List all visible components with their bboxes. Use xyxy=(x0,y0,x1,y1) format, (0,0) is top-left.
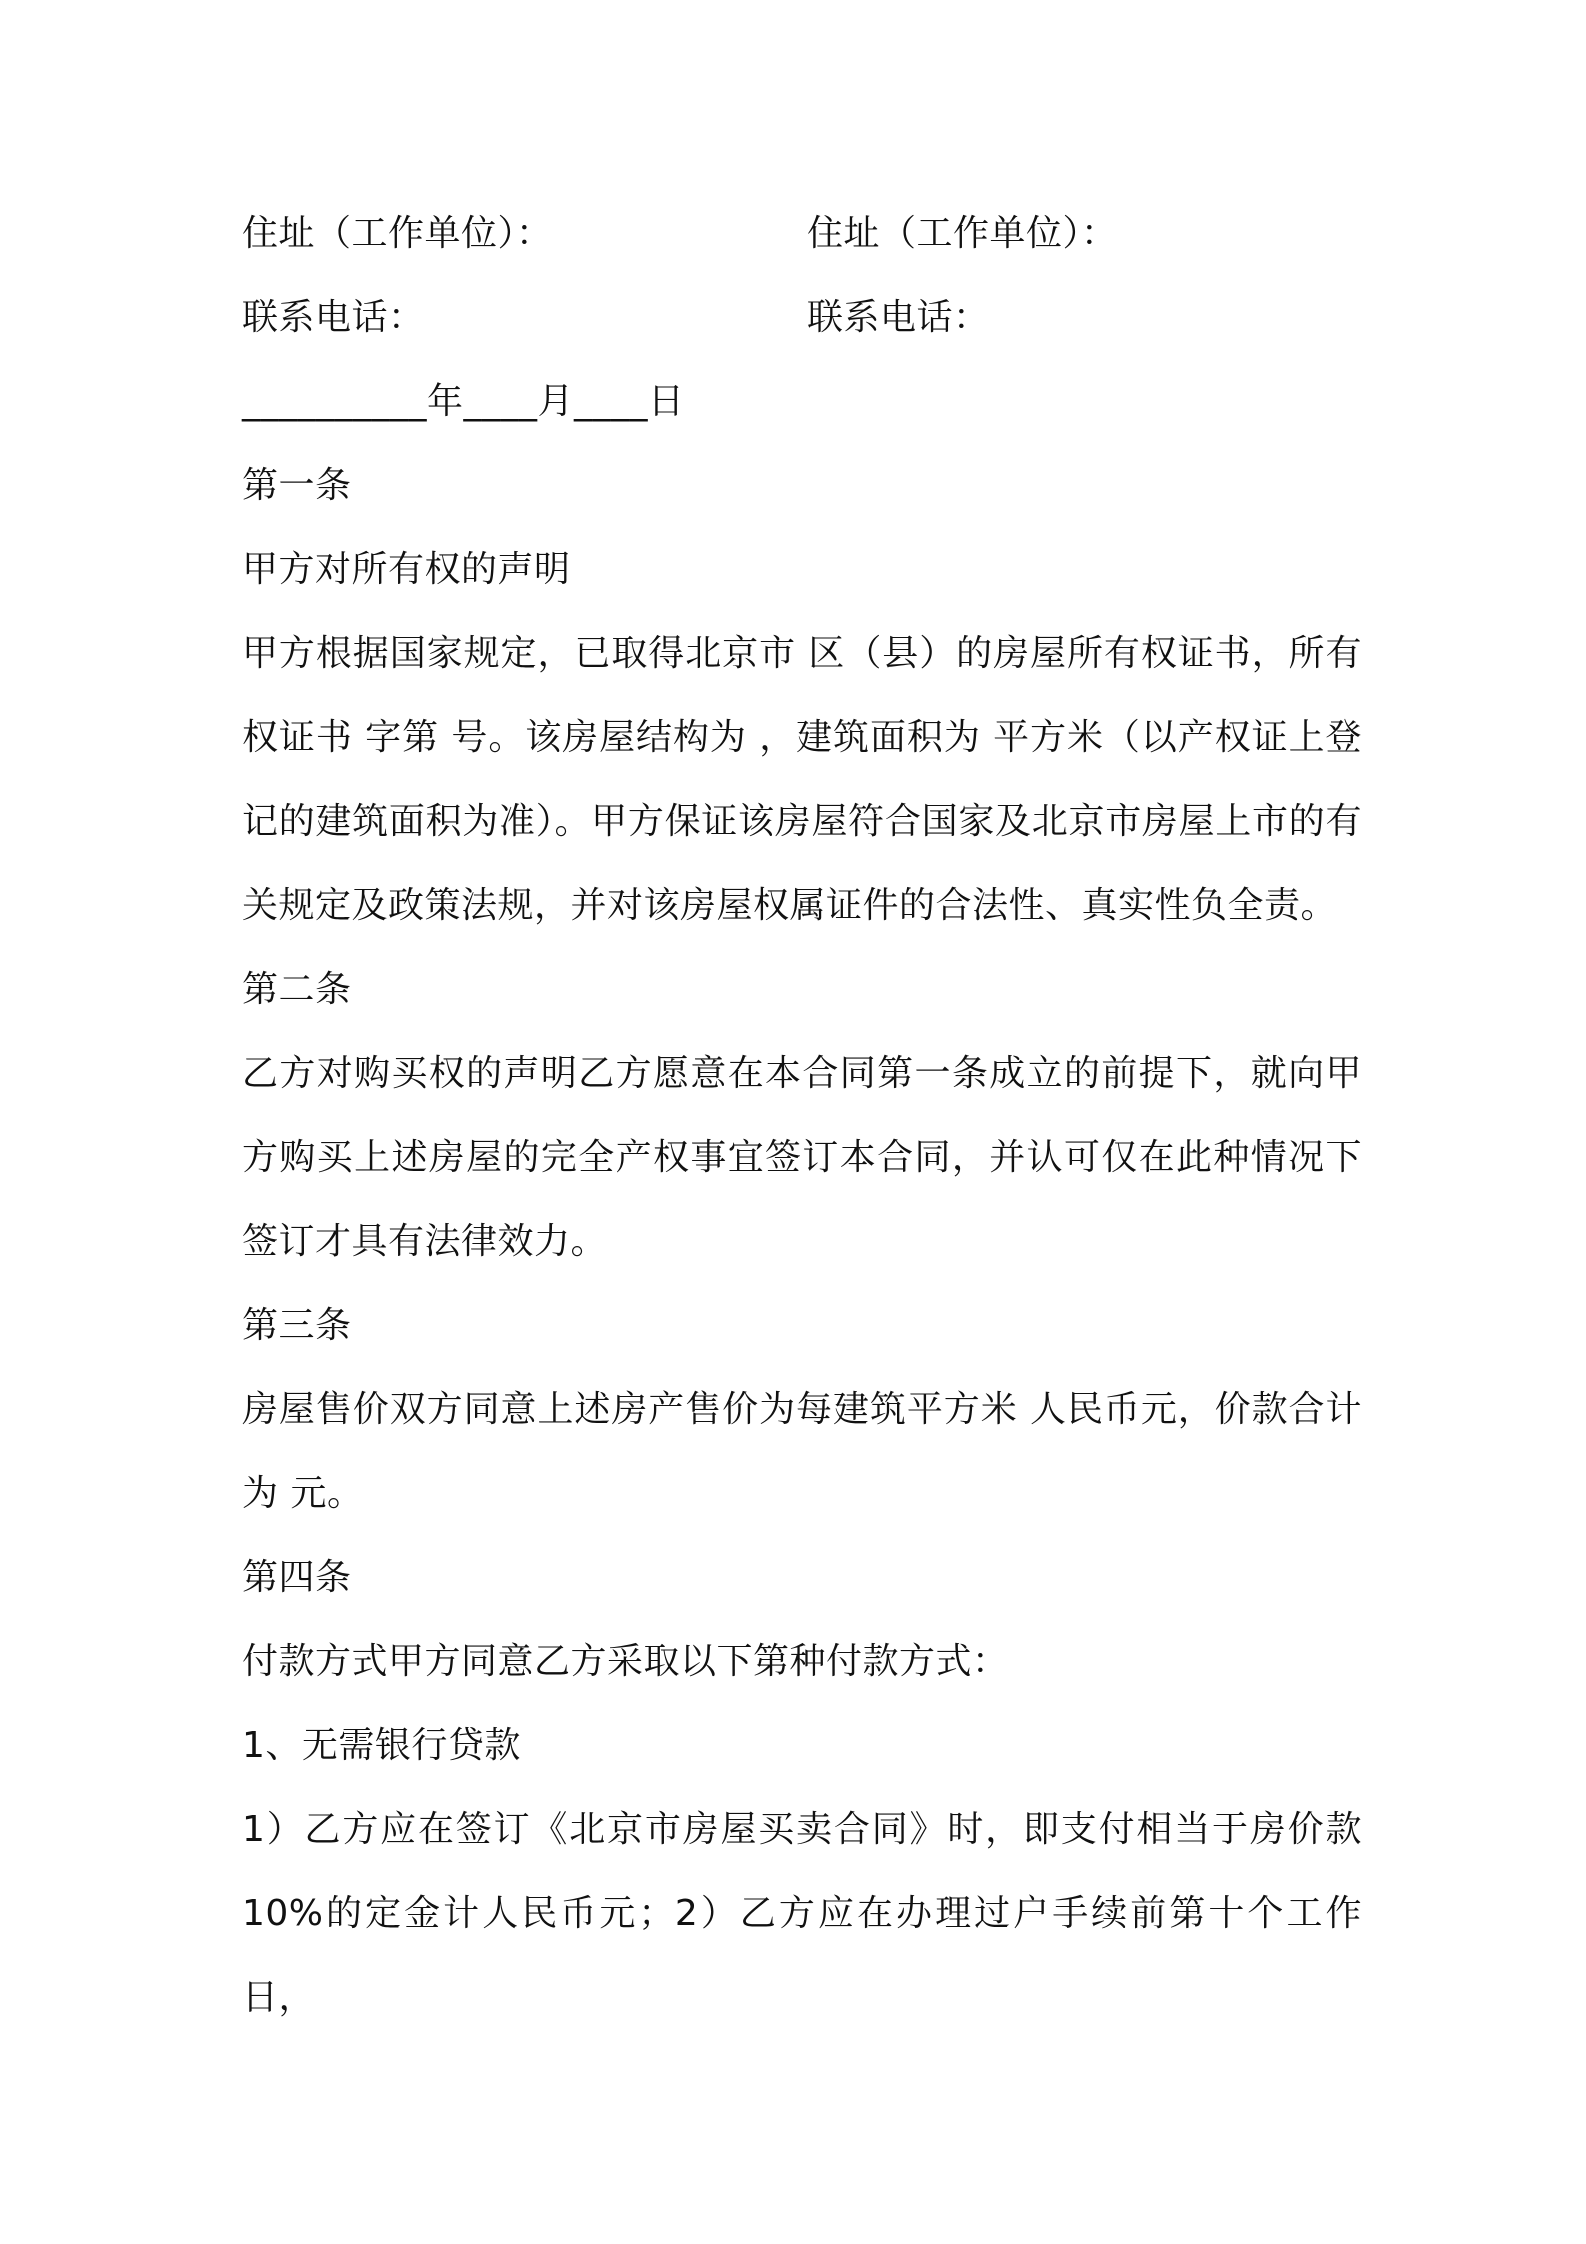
address-label-party-b: 住址（工作单位）： xyxy=(807,213,1118,254)
article-4-heading: 第四条 xyxy=(242,1557,352,1598)
article-3-heading: 第三条 xyxy=(242,1305,352,1346)
phone-label-party-b: 联系电话： xyxy=(807,297,990,338)
address-label-party-a: 住址（工作单位）： xyxy=(242,213,553,254)
article-4-body: 付款方式甲方同意乙方采取以下第种付款方式： xyxy=(242,1641,1009,1682)
date-line: __________年____月____日 xyxy=(242,381,685,422)
phone-row xyxy=(242,276,1362,360)
article-3-body: 房屋售价双方同意上述房产售价为每建筑平方米 人民币元，价款合计为 元。 xyxy=(242,1389,1362,1514)
article-4-item-title: 1、无需银行贷款 xyxy=(242,1725,521,1766)
article-2-heading: 第二条 xyxy=(242,969,352,1010)
address-row xyxy=(242,192,1362,276)
article-1-heading: 第一条 xyxy=(242,465,352,506)
article-4-item-body: 1）乙方应在签订《北京市房屋买卖合同》时，即支付相当于房价款10%的定金计人民币元；2）乙方应在办理过户手续前第十个工作日， xyxy=(242,1809,1362,2018)
document-content xyxy=(242,192,1362,2040)
phone-label-party-a: 联系电话： xyxy=(242,297,425,338)
article-1-title: 甲方对所有权的声明 xyxy=(242,549,571,590)
article-1-body: 甲方根据国家规定，已取得北京市 区（县）的房屋所有权证书，所有权证书 字第 号。该房屋结构为 ，建筑面积为 平方米（以产权证上登记的建筑面积为准）。甲方保证该房屋符合国家及北京市房屋上市的有关规定及政策法规，并对该房屋权属证件的合法性、真实性负全责。 xyxy=(242,633,1362,926)
article-2-body: 乙方对购买权的声明乙方愿意在本合同第一条成立的前提下，就向甲方购买上述房屋的完全产权事宜签订本合同，并认可仅在此种情况下签订才具有法律效力。 xyxy=(242,1053,1362,1262)
